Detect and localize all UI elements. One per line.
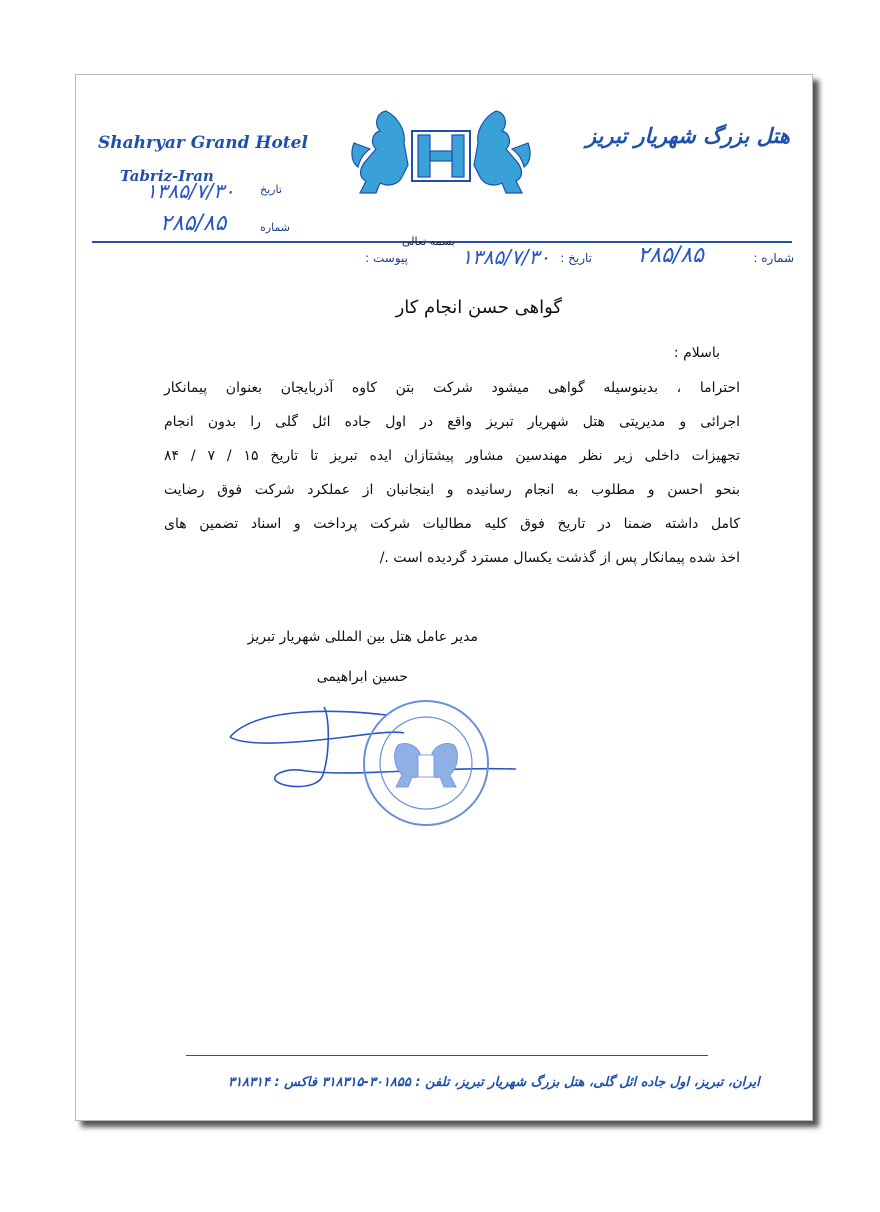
hotel-city-en: Tabriz-Iran <box>120 167 214 185</box>
letter-page <box>75 74 813 1121</box>
hotel-name-en: Shahryar Grand Hotel <box>98 133 308 153</box>
body-line: تجهیزات داخلی زیر نظر مهندسین مشاور پیشتازان ایده تبریز تا تاریخ ۱۵ / ۷ / ۸۴ <box>164 448 741 464</box>
hotel-name-fa: هتل بزرگ شهریار تبریز <box>585 123 790 148</box>
body-line: کامل داشته ضمنا در تاریخ فوق کلیه مطالبات شرکت پرداخت و اسناد تضمین های <box>164 516 740 532</box>
body-line: اجرائی و مدیریتی هتل شهریار تبریز واقع در اول جاده ائل گلی را بدون انجام <box>164 414 740 430</box>
meta-date-label: تاریخ : <box>560 251 592 265</box>
meta-number-value: ۲۸۵/۸۵ <box>637 243 704 268</box>
meta-number-label: شماره : <box>753 251 794 265</box>
footer-divider <box>186 1055 708 1056</box>
signatory-title: مدیر عامل هتل بین المللی شهریار تبریز <box>247 629 478 645</box>
left-date-value: ۱۳۸۵/۷/۳۰ <box>146 179 235 203</box>
signatory-name: حسین ابراهیمی <box>316 669 408 685</box>
letter-title: گواهی حسن انجام کار <box>395 297 562 318</box>
stamp-icon <box>356 693 496 833</box>
footer-address: ایران، تبریز، اول جاده ائل گلی، هتل بزرگ شهریار تبریز، تلفن : ۳۰۱۸۵۵-۳۱۸۳۱۵ فاکس : ۳۱۸۳۱۴ <box>228 1075 760 1090</box>
basmala: بسمه تعالی <box>402 235 455 248</box>
left-number-value: ۲۸۵/۸۵ <box>160 211 227 236</box>
body-line: اخذ شده پیمانکار پس از گذشت یکسال مسترد گردیده است ./ <box>379 550 740 566</box>
letter-body <box>164 371 740 575</box>
letter-greeting: باسلام : <box>673 345 720 361</box>
hotel-logo-icon <box>346 103 536 203</box>
left-number-label: شماره <box>260 221 291 234</box>
body-line: بنحو احسن و مطلوب به انجام رسانیده و اینجانبان از عملکرد شرکت فوق رضایت <box>164 482 740 498</box>
meta-date-value: ۱۳۸۵/۷/۳۰ <box>461 245 550 269</box>
body-line: احتراما ، بدینوسیله گواهی میشود شرکت بتن کاوه آذربایجان بعنوان پیمانکار <box>164 380 740 396</box>
left-date-label: تاریخ <box>260 183 282 196</box>
meta-attachment-label: پیوست : <box>365 251 408 265</box>
